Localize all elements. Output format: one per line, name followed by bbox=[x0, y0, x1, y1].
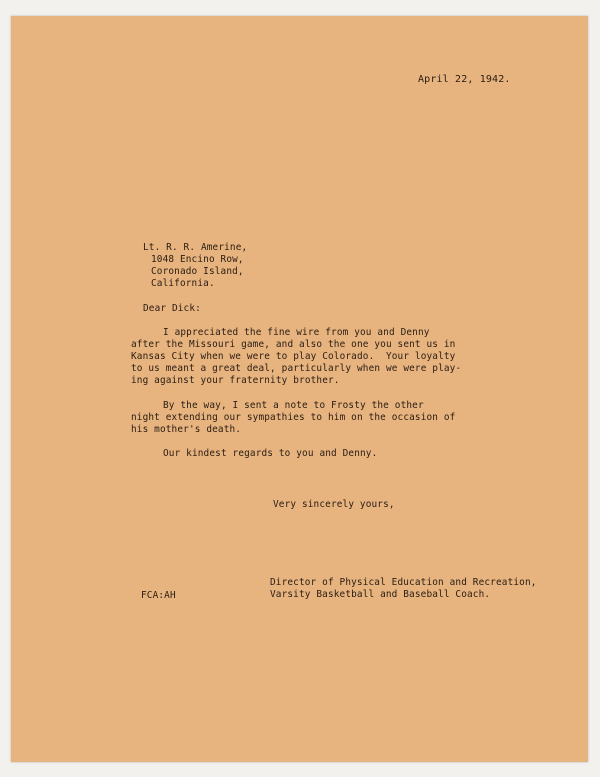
paragraph-line: Kansas City when we were to play Colorado. Your loyalty bbox=[131, 351, 456, 362]
signature-line: Varsity Basketball and Baseball Coach. bbox=[270, 589, 491, 600]
address-line: 1048 Encino Row, bbox=[151, 254, 244, 265]
closing: Very sincerely yours, bbox=[273, 499, 395, 510]
paragraph-line: Our kindest regards to you and Denny. bbox=[163, 448, 378, 459]
address-line: California. bbox=[151, 278, 215, 289]
address-line: Coronado Island, bbox=[151, 266, 244, 277]
letter-page bbox=[11, 16, 588, 762]
paragraph-line: after the Missouri game, and also the one you sent us in bbox=[131, 339, 456, 350]
paragraph-line: to us meant a great deal, particularly when we were play- bbox=[131, 363, 462, 374]
paragraph-line: his mother's death. bbox=[131, 424, 242, 435]
paragraph-line: ing against your fraternity brother. bbox=[131, 375, 340, 386]
paragraph-line: By the way, I sent a note to Frosty the other bbox=[163, 400, 424, 411]
paragraph-line: night extending our sympathies to him on the occasion of bbox=[131, 412, 456, 423]
address-line: Lt. R. R. Amerine, bbox=[143, 242, 248, 253]
typist-initials: FCA:AH bbox=[141, 590, 176, 601]
letter-date: April 22, 1942. bbox=[418, 74, 511, 85]
signature-line: Director of Physical Education and Recreation, bbox=[270, 577, 537, 588]
salutation: Dear Dick: bbox=[143, 303, 201, 314]
paragraph-line: I appreciated the fine wire from you and Denny bbox=[163, 327, 430, 338]
